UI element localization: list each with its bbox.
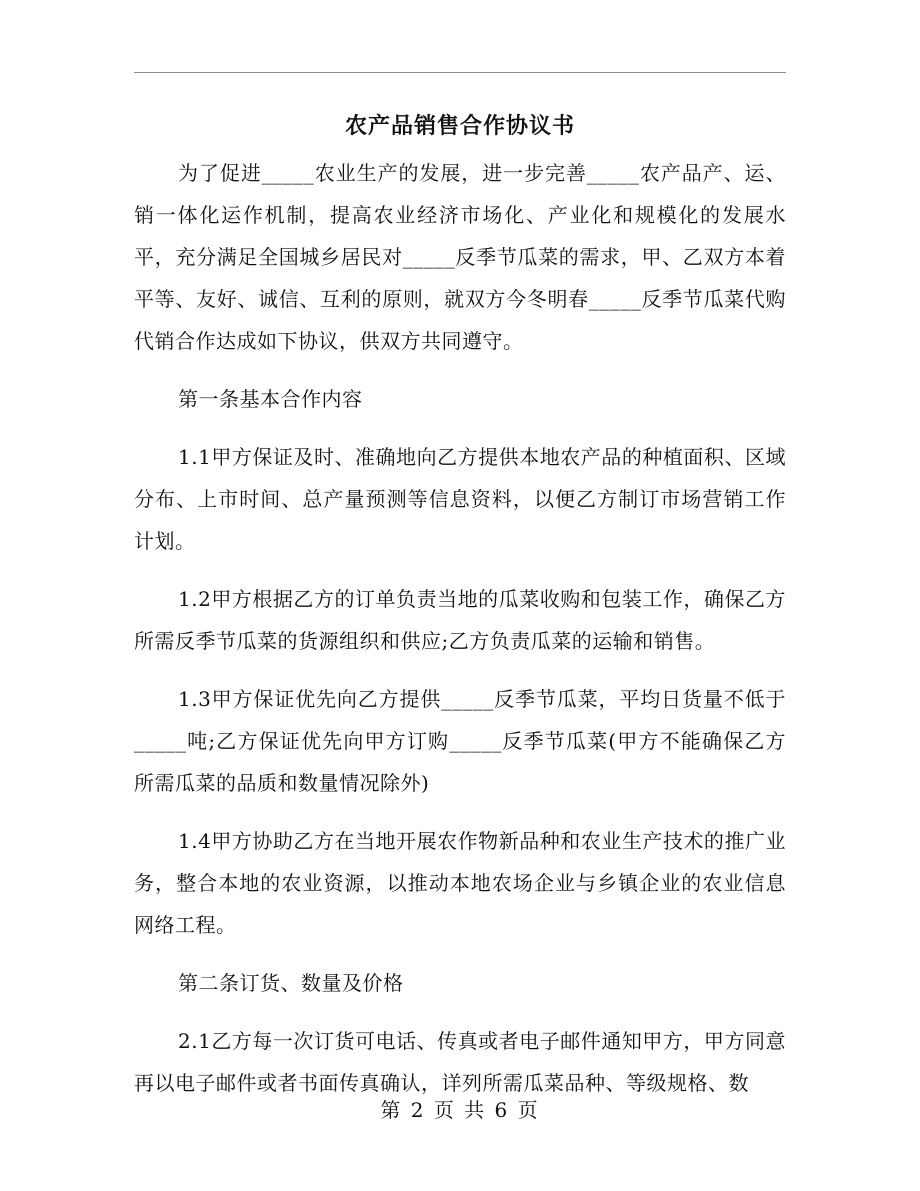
paragraph-intro: 为了促进_____农业生产的发展，进一步完善_____农产品产、运、销一体化运作机制，提高农业经济市场化、产业化和规模化的发展水平，充分满足全国城乡居民对_____反季节瓜菜的需求，甲、乙双方本着平等、友好、诚信、互利的原则，就双方今冬明春_____反季节瓜菜代购代销合作达成如下协议，供双方共同遵守。 [134, 161, 786, 353]
document-body [134, 152, 786, 1120]
clause-1-1: 1.1甲方保证及时、准确地向乙方提供本地农产品的种植面积、区域分布、上市时间、总产量预测等信息资料，以便乙方制订市场营销工作计划。 [134, 445, 786, 553]
clause-2-1: 2.1乙方每一次订货可电话、传真或者电子邮件通知甲方，甲方同意再以电子邮件或者书面传真确认，详列所需瓜菜品种、等级规格、数 [134, 1029, 786, 1095]
clause-1-3: 1.3甲方保证优先向乙方提供_____反季节瓜菜，平均日货量不低于_____吨;乙方保证优先向甲方订购_____反季节瓜菜(甲方不能确保乙方所需瓜菜的品质和数量情况除外) [134, 687, 786, 795]
header-rule [134, 72, 786, 73]
clause-1-2: 1.2甲方根据乙方的订单负责当地的瓜菜收购和包装工作，确保乙方所需反季节瓜菜的货源组织和供应;乙方负责瓜菜的运输和销售。 [134, 587, 786, 653]
section-heading-1: 第一条基本合作内容 [178, 387, 363, 411]
page-number: 第 2 页 共 6 页 [380, 1098, 540, 1122]
clause-1-4: 1.4甲方协助乙方在当地开展农作物新品种和农业生产技术的推广业务，整合本地的农业资源，以推动本地农场企业与乡镇企业的农业信息网络工程。 [134, 829, 786, 937]
section-heading-2: 第二条订货、数量及价格 [178, 971, 404, 995]
document-title: 农产品销售合作协议书 [344, 113, 575, 139]
